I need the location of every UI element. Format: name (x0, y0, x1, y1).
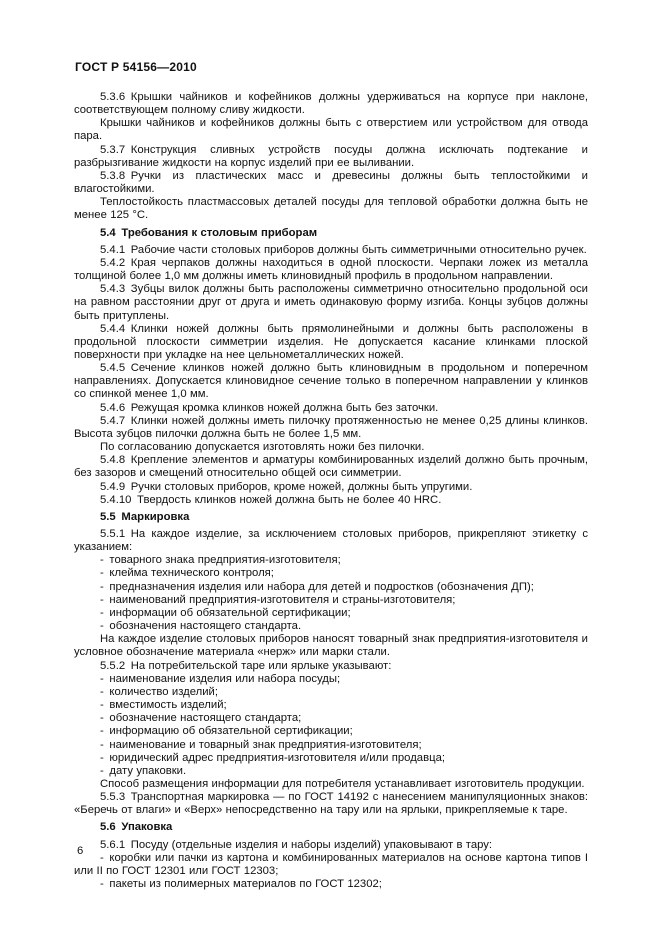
list-item: - товарного знака предприятия-изготовителя; (100, 554, 341, 567)
paragraph: 5.3.7 Конструкция сливных устройств посуды должна исключать подтекание и разбрызгивание жидкости на корпус изделий при ее выливании. (74, 143, 588, 169)
paragraph: 5.4.1 Рабочие части столовых приборов должны быть симметричными относительно ручек. (100, 243, 587, 256)
paragraph: По согласованию допускается изготовлять ножи без пилочки. (100, 441, 425, 454)
list-item: - вместимость изделий; (100, 699, 227, 712)
list-item: - предназначения изделия или набора для детей и подростков (обозначения ДП); (100, 580, 534, 593)
paragraph: Способ размещения информации для потребителя устанавливает изготовитель продукции. (100, 777, 585, 790)
list-item: - клейма технического контроля; (100, 567, 274, 580)
paragraph: На каждое изделие столовых приборов наносят товарный знак предприятия-изготовителя и условное обозначение материала «нерж» или марки стали. (74, 633, 588, 659)
list-item: - коробки или пачки из картона и комбинированных материалов на основе картона типов I или II по ГОСТ 12301 или ГОСТ 12303; (74, 851, 588, 877)
paragraph: 5.3.8 Ручки из пластических масс и древесины должны быть теплостойкими и влагостойкими. (74, 169, 588, 196)
paragraph: 5.4.4 Клинки ножей должны быть прямолинейными и должны быть расположены в продольной плоскости симметрии изделия. Не допускается касание клинками плоской поверхности при укладке на нее цельнометаллических ножей. (74, 322, 588, 361)
section-heading: 5.4 Требования к столовым приборам (100, 226, 318, 239)
list-item: - количество изделий; (100, 685, 218, 698)
paragraph: 5.5.1 На каждое изделие, за исключением столовых приборов, прикрепляют этикетку с указанием: (74, 528, 588, 554)
running-header-standard-number: ГОСТ Р 54156—2010 (75, 60, 197, 74)
paragraph: Теплостойкость пластмассовых деталей посуды для тепловой обработки должна быть не менее 125 °C. (74, 196, 588, 222)
document-body (74, 91, 588, 891)
page-number: 6 (77, 845, 84, 857)
list-item: - обозначение настоящего стандарта; (100, 712, 302, 725)
list-item: - информации об обязательной сертификации; (100, 606, 351, 619)
paragraph: 5.6.1 Посуду (отдельные изделия и наборы изделий) упаковывают в тару: (100, 838, 493, 851)
list-item: - наименование изделия или набора посуды; (100, 672, 341, 685)
list-item: - информацию об обязательной сертификации; (100, 725, 353, 738)
paragraph: 5.3.6 Крышки чайников и кофейников должны удерживаться на корпусе при наклоне, соответствующем полному сливу жидкости. (74, 91, 588, 117)
paragraph: 5.4.7 Клинки ножей должны иметь пилочку протяженностью не менее 0,25 длины клинков. Высота зубцов пилочки должна быть не более 1,5 мм. (74, 414, 588, 440)
paragraph: 5.4.10 Твердость клинков ножей должна быть не более 40 HRC. (100, 493, 442, 506)
paragraph: 5.4.2 Края черпаков должны находиться в одной плоскости. Черпаки ложек из металла толщиной более 1,0 мм должны иметь клиновидный профиль в продольном направлении. (74, 256, 588, 283)
paragraph: 5.4.6 Режущая кромка клинков ножей должна быть без заточки. (100, 401, 439, 414)
paragraph: 5.4.8 Крепление элементов и арматуры комбинированных изделий должно быть прочным, без зазоров и смещений относительно общей оси симметрии. (74, 454, 588, 480)
paragraph: Крышки чайников и кофейников должны быть с отверстием или устройством для отвода пара. (74, 117, 588, 143)
list-item: - пакеты из полимерных материалов по ГОСТ 12302; (100, 878, 382, 891)
list-item: - обозначения настоящего стандарта. (100, 620, 302, 633)
list-item: - наименование и товарный знак предприятия-изготовителя; (100, 738, 422, 751)
paragraph: 5.4.5 Сечение клинков ножей должно быть клиновидным в продольном и поперечном направлениях. Допускается клиновидное сечение только в поперечном направлении у клинков со спинкой менее 1,0 мм. (74, 362, 588, 401)
paragraph: 5.5.2 На потребительской таре или ярлыке указывают: (100, 659, 392, 672)
paragraph: 5.4.9 Ручки столовых приборов, кроме ножей, должны быть упругими. (100, 480, 473, 493)
list-item: - юридический адрес предприятия-изготовителя и/или продавца; (100, 751, 445, 764)
section-heading: 5.6 Упаковка (100, 821, 173, 834)
section-heading: 5.5 Маркировка (100, 510, 190, 523)
paragraph: 5.4.3 Зубцы вилок должны быть расположены симметрично относительно продольной оси на равном расстоянии друг от друга и иметь одинаковую форму изгиба. Концы зубцов должны быть притуплены. (74, 283, 588, 322)
list-item: - наименований предприятия-изготовителя и страны-изготовителя; (100, 593, 456, 606)
list-item: - дату упаковки. (100, 764, 187, 777)
paragraph: 5.5.3 Транспортная маркировка — по ГОСТ 14192 с нанесением манипуляционных знаков: «Беречь от влаги» и «Верх» непосредственно на тару или на ярлыки, прикрепляемые к таре. (74, 791, 588, 817)
